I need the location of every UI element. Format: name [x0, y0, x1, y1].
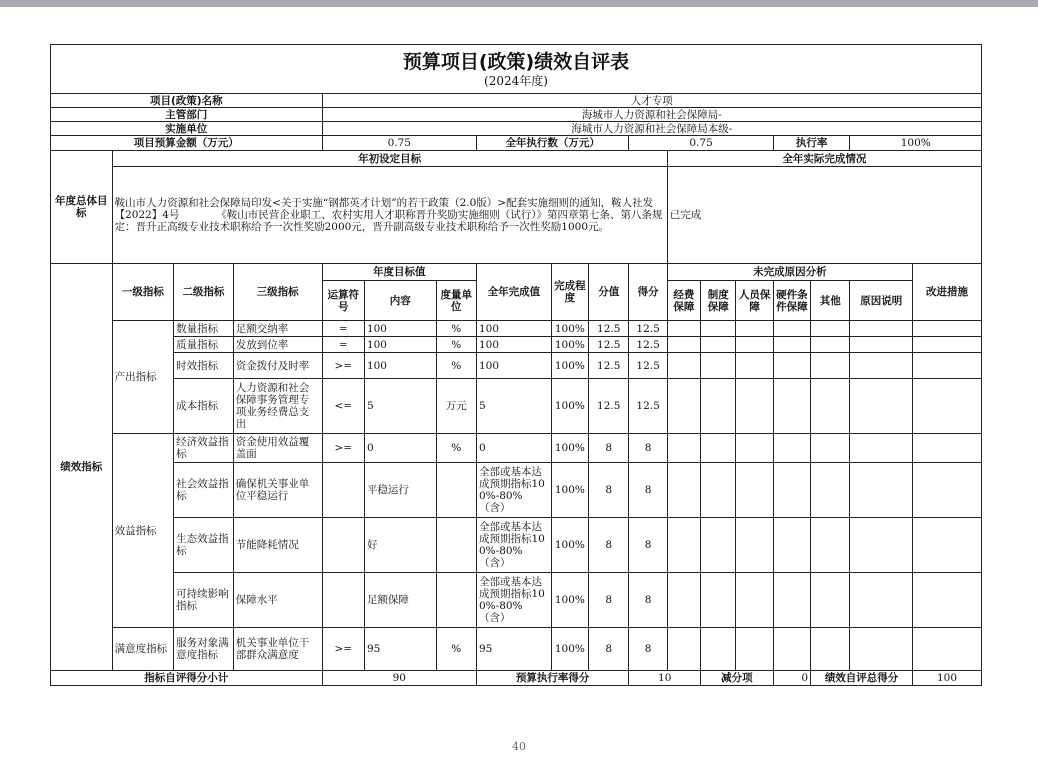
row-unit: 万元: [436, 379, 476, 434]
row-l2: 服务对象满意度指标: [174, 628, 234, 671]
row-full: 全部或基本达成预期指标100%-80%（含）: [476, 573, 551, 628]
header-score: 得分: [629, 264, 667, 321]
self-evaluation-form: [50, 44, 982, 699]
row-op: [322, 463, 364, 518]
row-unit: %: [436, 628, 476, 671]
evaluation-table: [50, 44, 982, 686]
group-output: 产出指标: [112, 321, 174, 434]
row-content: 0: [364, 434, 436, 463]
group-benefit: 效益指标: [112, 434, 174, 628]
row-l3: 确保机关事业单位平稳运行: [233, 463, 322, 518]
row-score: 8: [629, 463, 667, 518]
row-op: =: [322, 321, 364, 337]
goal-text: 鞍山市人力资源和社会保障局印发<关于实施“钢都英才计划”的若干政策（2.0版）>配套实施细则的通知，鞍人社发【2022】4号 《鞍山市民营企业职工、农村实用人才职称晋升奖励实施细则（试行）》第四章第七条、第八条规定：晋升正高级专业技术职称给予一次性奖励2000元，晋升副高级专业技术职称给予一次性奖励1000元。: [112, 167, 667, 264]
row-l2: 社会效益指标: [174, 463, 234, 518]
header-reasons: 未完成原因分析: [667, 264, 912, 281]
header-level3: 三级指标: [233, 264, 322, 321]
row-degree: 100%: [551, 379, 588, 434]
header-r5: 其他: [811, 281, 850, 321]
row-l3: 机关事业单位干部群众满意度: [233, 628, 322, 671]
total-value: 100: [913, 671, 982, 686]
row-content: 5: [364, 379, 436, 434]
row-score: 12.5: [629, 321, 667, 337]
row-degree: 100%: [551, 434, 588, 463]
header-score-value: 分值: [589, 264, 629, 321]
table-row: [51, 518, 982, 573]
header-level2: 二级指标: [174, 264, 234, 321]
row-op: =: [322, 337, 364, 353]
row-l3: 人力资源和社会保障事务管理专项业务经费总支出: [233, 379, 322, 434]
exec-label: 全年执行数（万元）: [476, 136, 628, 151]
row-score: 12.5: [629, 337, 667, 353]
row-unit: [436, 518, 476, 573]
dept-value: 海城市人力资源和社会保障局-: [322, 108, 981, 122]
row-l3: 保障水平: [233, 573, 322, 628]
row-l2: 可持续影响指标: [174, 573, 234, 628]
row-content: 平稳运行: [364, 463, 436, 518]
header-unit: 度量单位: [436, 281, 476, 321]
row-unit: %: [436, 434, 476, 463]
row-degree: 100%: [551, 353, 588, 379]
row-degree: 100%: [551, 337, 588, 353]
row-degree: 100%: [551, 518, 588, 573]
row-unit: %: [436, 353, 476, 379]
group-satisfaction: 满意度指标: [112, 628, 174, 671]
row-unit: %: [436, 321, 476, 337]
project-name-label: 项目(政策)名称: [51, 94, 323, 108]
row-content: 好: [364, 518, 436, 573]
header-annual-target: 年度目标值: [322, 264, 476, 281]
row-content: 95: [364, 628, 436, 671]
row-degree: 100%: [551, 628, 588, 671]
row-degree: 100%: [551, 321, 588, 337]
row-score: 12.5: [629, 353, 667, 379]
table-row: [51, 463, 982, 518]
row-content: 100: [364, 321, 436, 337]
top-bar: [0, 0, 1038, 7]
row-score: 8: [629, 573, 667, 628]
rate-value: 100%: [850, 136, 982, 151]
unit-label: 实施单位: [51, 122, 323, 136]
total-label: 绩效自评总得分: [811, 671, 913, 686]
table-row: [51, 573, 982, 628]
header-r4: 硬件条件保障: [773, 281, 810, 321]
row-value: 12.5: [589, 379, 629, 434]
row-full: 100: [476, 353, 551, 379]
row-l3: 资金使用效益覆盖面: [233, 434, 322, 463]
page-number: 40: [512, 740, 526, 753]
table-row: [51, 337, 982, 353]
row-l3: 资金拨付及时率: [233, 353, 322, 379]
header-op: 运算符号: [322, 281, 364, 321]
row-full: 全部或基本达成预期指标100%-80%（含）: [476, 518, 551, 573]
row-l3: 节能降耗情况: [233, 518, 322, 573]
footer-row: [51, 671, 982, 686]
row-score: 8: [629, 628, 667, 671]
actual-text: 已完成: [667, 167, 981, 264]
row-score: 12.5: [629, 379, 667, 434]
row-full: 100: [476, 321, 551, 337]
row-unit: [436, 573, 476, 628]
header-improve: 改进措施: [913, 264, 982, 321]
perf-label: 绩效指标: [51, 264, 113, 671]
row-l2: 经济效益指标: [174, 434, 234, 463]
row-score: 8: [629, 518, 667, 573]
row-l2: 成本指标: [174, 379, 234, 434]
row-value: 8: [589, 573, 629, 628]
row-full: 全部或基本达成预期指标100%-80%（含）: [476, 463, 551, 518]
exec-value: 0.75: [629, 136, 773, 151]
table-row: [51, 628, 982, 671]
row-value: 12.5: [589, 337, 629, 353]
row-l3: 发放到位率: [233, 337, 322, 353]
row-value: 8: [589, 463, 629, 518]
header-r6: 原因说明: [850, 281, 913, 321]
form-title: 预算项目(政策)绩效自评表: [402, 51, 630, 73]
table-row: [51, 353, 982, 379]
goal-header: 年初设定目标: [112, 151, 667, 167]
row-content: 足额保障: [364, 573, 436, 628]
row-value: 8: [589, 628, 629, 671]
row-op: [322, 573, 364, 628]
dept-label: 主管部门: [51, 108, 323, 122]
row-value: 12.5: [589, 353, 629, 379]
row-content: 100: [364, 337, 436, 353]
budget-rate-value: 10: [629, 671, 701, 686]
row-full: 0: [476, 434, 551, 463]
table-row: [51, 379, 982, 434]
row-degree: 100%: [551, 463, 588, 518]
table-row: [51, 434, 982, 463]
row-value: 12.5: [589, 321, 629, 337]
row-l2: 时效指标: [174, 353, 234, 379]
row-degree: 100%: [551, 573, 588, 628]
row-value: 8: [589, 518, 629, 573]
row-content: 100: [364, 353, 436, 379]
row-score: 8: [629, 434, 667, 463]
unit-value: 海城市人力资源和社会保障局本级-: [322, 122, 981, 136]
goal-section-label: 年度总体目标: [51, 151, 113, 264]
header-r2: 制度保障: [701, 281, 736, 321]
header-level1: 一级指标: [112, 264, 174, 321]
rate-label: 执行率: [773, 136, 850, 151]
header-r3: 人员保障: [736, 281, 773, 321]
subtotal-value: 90: [322, 671, 476, 686]
budget-rate-label: 预算执行率得分: [476, 671, 628, 686]
row-value: 8: [589, 434, 629, 463]
row-l2: 生态效益指标: [174, 518, 234, 573]
row-l3: 足额交纳率: [233, 321, 322, 337]
row-op: [322, 518, 364, 573]
row-full: 5: [476, 379, 551, 434]
row-full: 95: [476, 628, 551, 671]
deduct-value: 0: [773, 671, 810, 686]
header-content: 内容: [364, 281, 436, 321]
header-full-year: 全年完成值: [476, 264, 551, 321]
project-name: 人才专项: [322, 94, 981, 108]
row-op: <=: [322, 379, 364, 434]
deduct-label: 减分项: [701, 671, 774, 686]
budget-label: 项目预算金额（万元）: [51, 136, 323, 151]
row-unit: [436, 463, 476, 518]
title-cell: [51, 45, 982, 94]
row-op: >=: [322, 353, 364, 379]
row-unit: %: [436, 337, 476, 353]
row-op: >=: [322, 628, 364, 671]
budget-value: 0.75: [322, 136, 476, 151]
row-l2: 质量指标: [174, 337, 234, 353]
row-l2: 数量指标: [174, 321, 234, 337]
actual-header: 全年实际完成情况: [667, 151, 981, 167]
row-full: 100: [476, 337, 551, 353]
subtotal-label: 指标自评得分小计: [51, 671, 323, 686]
header-degree: 完成程度: [551, 264, 588, 321]
row-op: >=: [322, 434, 364, 463]
form-year: (2024年度): [484, 74, 548, 88]
header-r1: 经费保障: [667, 281, 700, 321]
table-row: [51, 321, 982, 337]
